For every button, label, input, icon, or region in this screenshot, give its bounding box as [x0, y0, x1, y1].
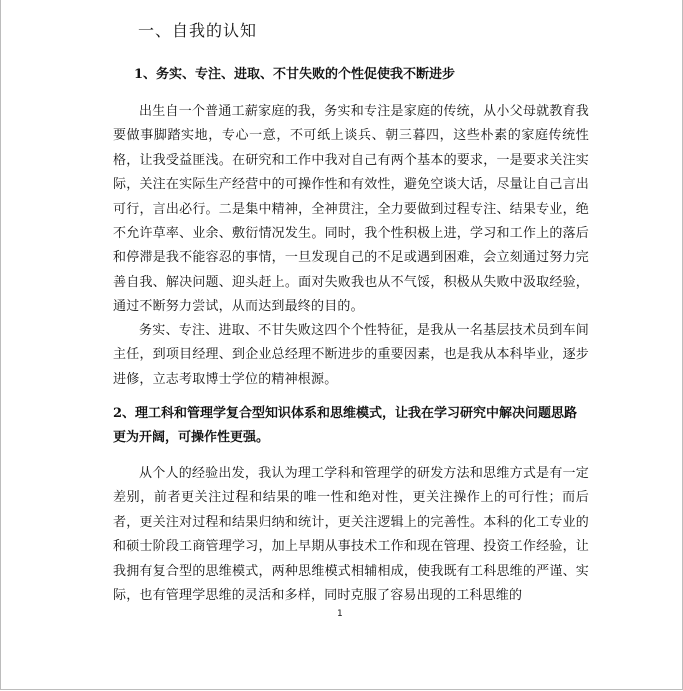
subsection-title-1: 1、务实、专注、进取、不甘失败的个性促使我不断进步: [134, 67, 456, 82]
paragraph-1: 出生自一个普通工薪家庭的我，务实和专注是家庭的传统，从小父母就教育我要做事脚踏实地，专心一意，不可纸上谈兵、朝三暮四，这些朴素的家庭传统性格，让我受益匪浅。在研究和工作中我对自己有两个基本的要求，一是要求关注实际，关注在实际生产经营中的可操作性和有效性，避免空谈大话，尽量让自己言出可行，言出必行。二是集中精神，全神贯注，全力要做到过程专注、结果专业，绝不允许草率、业余、敷衍情况发生。同时，我个性积极上进，学习和工作上的落后和停滞是我不能容忍的事情，一旦发现自己的不足或遇到困难，会立刻通过努力完善自我、解决问题、迎头赶上。面对失败我也从不气馁，积极从失败中汲取经验，通过不断努力尝试，从而达到最终的目的。: [113, 104, 589, 315]
paragraph-2: 务实、专注、进取、不甘失败这四个个性特征，是我从一名基层技术员到车间主任，到项目经理、到企业总经理不断进步的重要因素，也是我从本科毕业，逐步进修，立志考取博士学位的精神根源。: [113, 323, 589, 387]
paragraph-3: 从个人的经验出发，我认为理工学科和管理学的研发方法和思维方式是有一定差别，前者更关注过程和结果的唯一性和绝对性，更关注操作上的可行性；而后者，更关注对过程和结果归纳和统计，更关注逻辑上的完善性。本科的化工专业的和硕士阶段工商管理学习，加上早期从事技术工作和现在管理、投资工作经验，让我拥有复合型的思维模式，两种思维模式相辅相成，使我既有工科思维的严谨、实际，也有管理学思维的灵活和多样，同时克服了容易出现的工科思维的: [113, 466, 589, 604]
section-title: 一、自我的认知: [138, 21, 258, 40]
subsection-title-2: 2、理工科和管理学复合型知识体系和思维模式，让我在学习研究中解决问题思路更为开阔，可操作性更强。: [113, 406, 578, 445]
page-number: 1: [337, 609, 343, 619]
